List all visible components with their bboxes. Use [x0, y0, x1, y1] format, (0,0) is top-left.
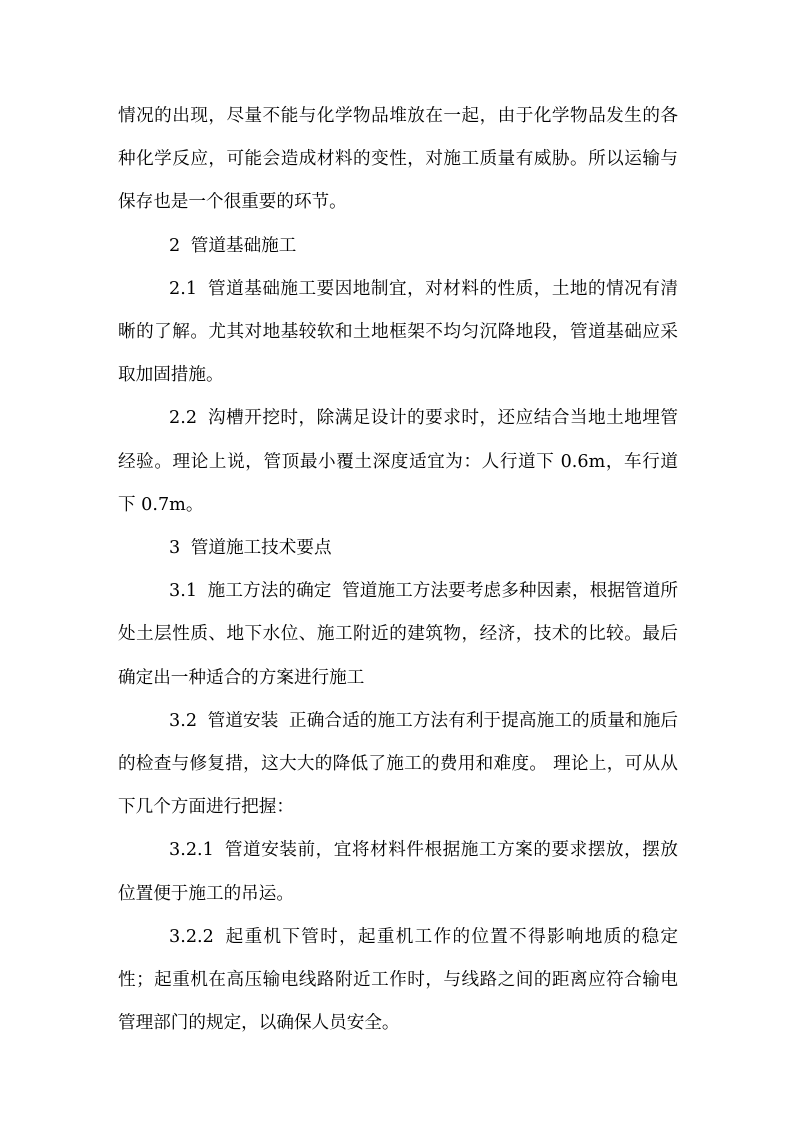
clause-number: 2.1 — [169, 278, 198, 299]
paragraph-2-1 — [118, 268, 678, 398]
paragraph-text: 正确合适的施工方法有利于提高施工的质量和施后的检查与修复措，这大大的降低了施工的费用和难度。 理论上，可从从下几个方面进行把握： — [118, 710, 678, 818]
paragraph-text: 沟槽开挖时，除满足设计的要求时，还应结合当地土地埋管经验。理论上说，管顶最小覆土深度适宜为：人行道下 0.6m，车行道下 0.7m。 — [118, 408, 678, 515]
section-number: 2 — [169, 235, 181, 256]
paragraph-text: 管道安装前，宜将材料件根据施工方案的要求摆放，摆放位置便于施工的吊运。 — [118, 840, 678, 904]
paragraph-continued — [118, 95, 678, 225]
clause-number: 3.2.1 — [169, 840, 214, 861]
section-title: 管道基础施工 — [190, 235, 297, 256]
clause-number: 2.2 — [169, 408, 198, 429]
clause-number: 3.2 — [169, 710, 198, 731]
paragraph-text: 起重机下管时，起重机工作的位置不得影响地质的稳定性；起重机在高压输电线路附近工作时，与线路之间的距离应符合输电管理部门的规定，以确保人员安全。 — [118, 926, 678, 1034]
section-heading-2 — [118, 225, 678, 268]
section-title: 管道施工技术要点 — [190, 538, 332, 559]
paragraph-text: 管道施工方法要考虑多种因素，根据管道所处土层性质、地下水位、施工附近的建筑物，经济，技术的比较。最后确定出一种适合的方案进行施工 — [118, 581, 678, 688]
paragraph-3-2-1 — [118, 829, 678, 915]
paragraph-3-1 — [118, 570, 678, 700]
clause-title: 管道安装 — [207, 710, 279, 731]
clause-number: 3.1 — [169, 581, 198, 602]
paragraph-3-2 — [118, 700, 678, 830]
paragraph-text: 情况的出现，尽量不能与化学物品堆放在一起，由于化学物品发生的各种化学反应，可能会造成材料的变性，对施工质量有威胁。所以运输与保存也是一个很重要的环节。 — [118, 106, 678, 213]
paragraph-text: 管道基础施工要因地制宜，对材料的性质，土地的情况有清晰的了解。尤其对地基较软和土地框架不均匀沉降地段，管道基础应采取加固措施。 — [118, 278, 678, 386]
paragraph-2-2 — [118, 397, 678, 527]
document-body — [118, 95, 678, 1045]
section-number: 3 — [169, 538, 181, 559]
section-heading-3 — [118, 527, 678, 570]
clause-title: 施工方法的确定 — [207, 581, 332, 602]
clause-number: 3.2.2 — [169, 926, 214, 947]
paragraph-3-2-2 — [118, 916, 678, 1046]
